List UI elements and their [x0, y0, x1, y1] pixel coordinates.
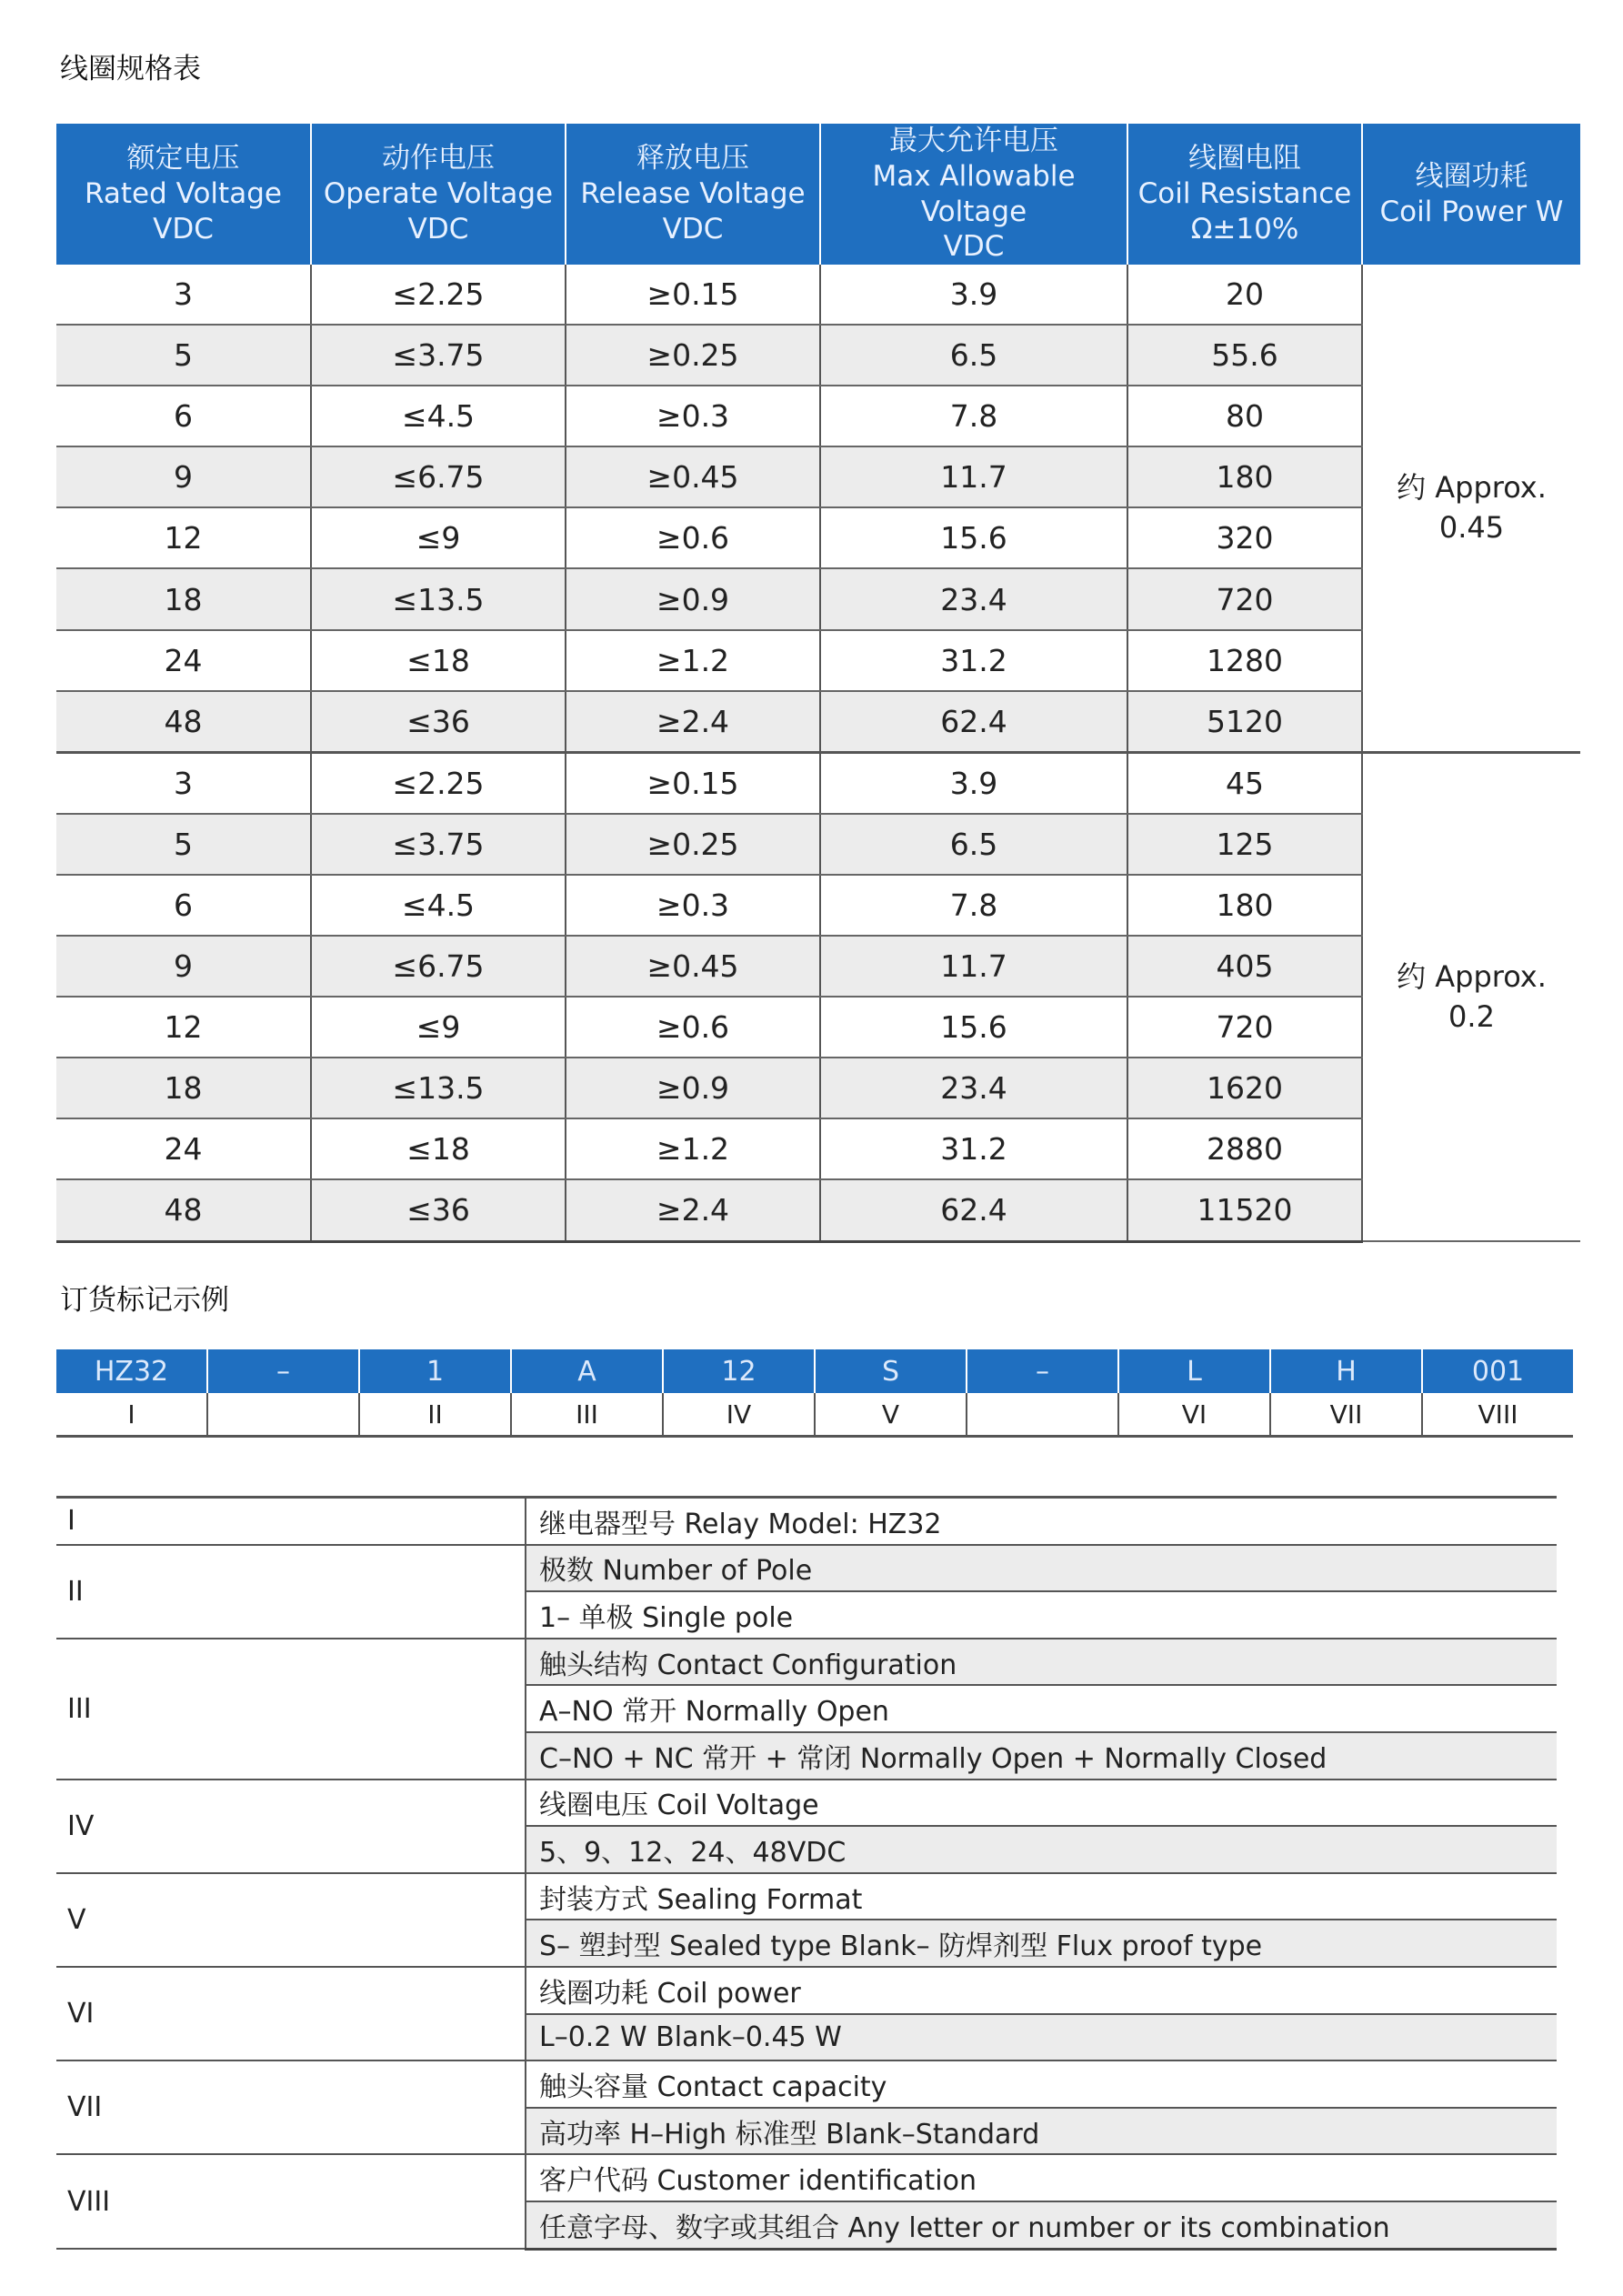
list-item	[56, 1873, 1557, 1920]
explanation-text: 触头结构 Contact Configuration	[526, 1639, 1557, 1686]
coil-spec-table	[56, 124, 1580, 1243]
operate-voltage-cell: ≤9	[311, 507, 566, 568]
explanation-key: IV	[56, 1780, 526, 1873]
coil-resistance-cell: 320	[1127, 507, 1362, 568]
rated-voltage-cell: 48	[56, 1179, 311, 1241]
release-voltage-cell: ≥0.6	[566, 507, 820, 568]
table-row	[56, 936, 1580, 997]
order-code-segment: 1	[359, 1349, 511, 1393]
rated-voltage-cell: 18	[56, 568, 311, 629]
release-voltage-cell: ≥0.45	[566, 936, 820, 997]
coil-resistance-cell: 1280	[1127, 630, 1362, 691]
order-code-segment: H	[1270, 1349, 1422, 1393]
list-item	[56, 2154, 1557, 2201]
rated-voltage-cell: 3	[56, 752, 311, 814]
max-voltage-cell: 15.6	[820, 507, 1127, 568]
operate-voltage-cell: ≤13.5	[311, 1058, 566, 1118]
coil-resistance-cell: 405	[1127, 936, 1362, 997]
list-item	[56, 2060, 1557, 2108]
operate-voltage-cell: ≤2.25	[311, 265, 566, 325]
explanation-text: A–NO 常开 Normally Open	[526, 1685, 1557, 1732]
explanation-key: VII	[56, 2060, 526, 2154]
table-row	[56, 814, 1580, 875]
rated-voltage-cell: 18	[56, 1058, 311, 1118]
operate-voltage-cell: ≤6.75	[311, 446, 566, 507]
explanation-text: 极数 Number of Pole	[526, 1545, 1557, 1592]
coil-header-row	[56, 124, 1580, 265]
coil-spec-title: 线圈规格表	[60, 53, 201, 85]
release-voltage-cell: ≥0.15	[566, 752, 820, 814]
max-voltage-cell: 31.2	[820, 1118, 1127, 1179]
operate-voltage-cell: ≤18	[311, 630, 566, 691]
release-voltage-cell: ≥0.15	[566, 265, 820, 325]
header-max-voltage: 最大允许电压 Max Allowable Voltage VDC	[820, 124, 1127, 265]
order-position-label: IV	[663, 1393, 815, 1437]
coil-resistance-cell: 720	[1127, 997, 1362, 1058]
max-voltage-cell: 11.7	[820, 446, 1127, 507]
explanation-key: III	[56, 1639, 526, 1780]
table-row	[56, 568, 1580, 629]
max-voltage-cell: 3.9	[820, 265, 1127, 325]
coil-resistance-cell: 80	[1127, 386, 1362, 446]
order-position-label: II	[359, 1393, 511, 1437]
rated-voltage-cell: 12	[56, 507, 311, 568]
max-voltage-cell: 15.6	[820, 997, 1127, 1058]
release-voltage-cell: ≥0.25	[566, 325, 820, 386]
operate-voltage-cell: ≤3.75	[311, 814, 566, 875]
release-voltage-cell: ≥0.9	[566, 568, 820, 629]
operate-voltage-cell: ≤36	[311, 691, 566, 753]
rated-voltage-cell: 5	[56, 814, 311, 875]
operate-voltage-cell: ≤18	[311, 1118, 566, 1179]
rated-voltage-cell: 12	[56, 997, 311, 1058]
order-code-segment: –	[967, 1349, 1118, 1393]
coil-resistance-cell: 5120	[1127, 691, 1362, 753]
coil-resistance-cell: 45	[1127, 752, 1362, 814]
operate-voltage-cell: ≤4.5	[311, 875, 566, 936]
order-code-segment: L	[1118, 1349, 1270, 1393]
operate-voltage-cell: ≤4.5	[311, 386, 566, 446]
table-row	[56, 630, 1580, 691]
explanation-text: 高功率 H–High 标准型 Blank–Standard	[526, 2108, 1557, 2155]
table-row	[56, 875, 1580, 936]
release-voltage-cell: ≥2.4	[566, 1179, 820, 1241]
table-row	[56, 752, 1580, 814]
header-coil-resistance: 线圈电阻 Coil Resistance Ω±10%	[1127, 124, 1362, 265]
operate-voltage-cell: ≤13.5	[311, 568, 566, 629]
explanation-text: 触头容量 Contact capacity	[526, 2060, 1557, 2108]
order-position-label: V	[815, 1393, 967, 1437]
order-code-segment: 001	[1422, 1349, 1573, 1393]
explanation-text: 5、9、12、24、48VDC	[526, 1826, 1557, 1873]
rated-voltage-cell: 24	[56, 1118, 311, 1179]
explanation-key: VI	[56, 1967, 526, 2060]
rated-voltage-cell: 9	[56, 936, 311, 997]
order-code-segment: A	[511, 1349, 663, 1393]
explanation-text: C–NO + NC 常开 + 常闭 Normally Open + Normally Closed	[526, 1732, 1557, 1780]
explanation-text: 1– 单极 Single pole	[526, 1591, 1557, 1639]
order-position-label: VI	[1118, 1393, 1270, 1437]
max-voltage-cell: 23.4	[820, 568, 1127, 629]
order-position-row	[56, 1393, 1573, 1437]
table-row	[56, 1058, 1580, 1118]
order-position-label: I	[56, 1393, 207, 1437]
order-code-segment: –	[207, 1349, 359, 1393]
coil-resistance-cell: 20	[1127, 265, 1362, 325]
release-voltage-cell: ≥0.3	[566, 386, 820, 446]
rated-voltage-cell: 3	[56, 265, 311, 325]
operate-voltage-cell: ≤3.75	[311, 325, 566, 386]
order-code-segment: 12	[663, 1349, 815, 1393]
rated-voltage-cell: 6	[56, 875, 311, 936]
max-voltage-cell: 31.2	[820, 630, 1127, 691]
coil-resistance-cell: 1620	[1127, 1058, 1362, 1118]
list-item	[56, 1639, 1557, 1686]
max-voltage-cell: 23.4	[820, 1058, 1127, 1118]
explanation-body	[56, 1498, 1557, 2250]
release-voltage-cell: ≥0.25	[566, 814, 820, 875]
coil-resistance-cell: 125	[1127, 814, 1362, 875]
release-voltage-cell: ≥0.6	[566, 997, 820, 1058]
explanation-key: V	[56, 1873, 526, 1967]
header-release-voltage: 释放电压 Release Voltage VDC	[566, 124, 820, 265]
header-operate-voltage: 动作电压 Operate Voltage VDC	[311, 124, 566, 265]
operate-voltage-cell: ≤9	[311, 997, 566, 1058]
coil-resistance-cell: 55.6	[1127, 325, 1362, 386]
explanation-key: VIII	[56, 2154, 526, 2249]
order-position-label: III	[511, 1393, 663, 1437]
rated-voltage-cell: 5	[56, 325, 311, 386]
rated-voltage-cell: 48	[56, 691, 311, 753]
header-rated-voltage: 额定电压 Rated Voltage VDC	[56, 124, 311, 265]
order-position-label: VII	[1270, 1393, 1422, 1437]
explanation-text: 客户代码 Customer identification	[526, 2154, 1557, 2201]
explanation-text: 继电器型号 Relay Model: HZ32	[526, 1498, 1557, 1545]
max-voltage-cell: 6.5	[820, 325, 1127, 386]
release-voltage-cell: ≥0.3	[566, 875, 820, 936]
rated-voltage-cell: 24	[56, 630, 311, 691]
order-code-strip	[56, 1349, 1573, 1438]
max-voltage-cell: 62.4	[820, 691, 1127, 753]
coil-table-body	[56, 265, 1580, 1241]
header-coil-power: 线圈功耗 Coil Power W	[1362, 124, 1580, 265]
max-voltage-cell: 7.8	[820, 875, 1127, 936]
release-voltage-cell: ≥1.2	[566, 1118, 820, 1179]
release-voltage-cell: ≥2.4	[566, 691, 820, 753]
explanation-key: II	[56, 1545, 526, 1639]
order-code-segment: HZ32	[56, 1349, 207, 1393]
max-voltage-cell: 62.4	[820, 1179, 1127, 1241]
coil-power-cell: 约 Approx. 0.2	[1362, 752, 1580, 1241]
order-code-segment: S	[815, 1349, 967, 1393]
coil-power-cell: 约 Approx. 0.45	[1362, 265, 1580, 752]
list-item	[56, 1967, 1557, 2014]
table-row	[56, 446, 1580, 507]
operate-voltage-cell: ≤6.75	[311, 936, 566, 997]
max-voltage-cell: 6.5	[820, 814, 1127, 875]
max-voltage-cell: 7.8	[820, 386, 1127, 446]
table-row	[56, 1179, 1580, 1241]
order-position-label: VIII	[1422, 1393, 1573, 1437]
explanation-text: 线圈功耗 Coil power	[526, 1967, 1557, 2014]
operate-voltage-cell: ≤2.25	[311, 752, 566, 814]
list-item	[56, 1498, 1557, 1545]
max-voltage-cell: 11.7	[820, 936, 1127, 997]
coil-resistance-cell: 2880	[1127, 1118, 1362, 1179]
explanation-text: S– 塑封型 Sealed type Blank– 防焊剂型 Flux proof type	[526, 1920, 1557, 1967]
table-row	[56, 1118, 1580, 1179]
table-row	[56, 386, 1580, 446]
table-row	[56, 265, 1580, 325]
order-explanation-table	[56, 1496, 1557, 2251]
explanation-key: I	[56, 1498, 526, 1545]
order-position-label	[207, 1393, 359, 1437]
explanation-text: 线圈电压 Coil Voltage	[526, 1780, 1557, 1827]
coil-resistance-cell: 720	[1127, 568, 1362, 629]
rated-voltage-cell: 9	[56, 446, 311, 507]
coil-resistance-cell: 11520	[1127, 1179, 1362, 1241]
explanation-text: 任意字母、数字或其组合 Any letter or number or its combination	[526, 2201, 1557, 2249]
release-voltage-cell: ≥0.9	[566, 1058, 820, 1118]
max-voltage-cell: 3.9	[820, 752, 1127, 814]
table-row	[56, 507, 1580, 568]
rated-voltage-cell: 6	[56, 386, 311, 446]
explanation-text: L–0.2 W Blank–0.45 W	[526, 2014, 1557, 2061]
table-row	[56, 325, 1580, 386]
coil-resistance-cell: 180	[1127, 446, 1362, 507]
table-row	[56, 691, 1580, 753]
operate-voltage-cell: ≤36	[311, 1179, 566, 1241]
release-voltage-cell: ≥0.45	[566, 446, 820, 507]
release-voltage-cell: ≥1.2	[566, 630, 820, 691]
order-example-title: 订货标记示例	[60, 1284, 229, 1317]
list-item	[56, 1545, 1557, 1592]
table-row	[56, 997, 1580, 1058]
order-position-label	[967, 1393, 1118, 1437]
list-item	[56, 1780, 1557, 1827]
order-code-row	[56, 1349, 1573, 1393]
coil-resistance-cell: 180	[1127, 875, 1362, 936]
explanation-text: 封装方式 Sealing Format	[526, 1873, 1557, 1920]
